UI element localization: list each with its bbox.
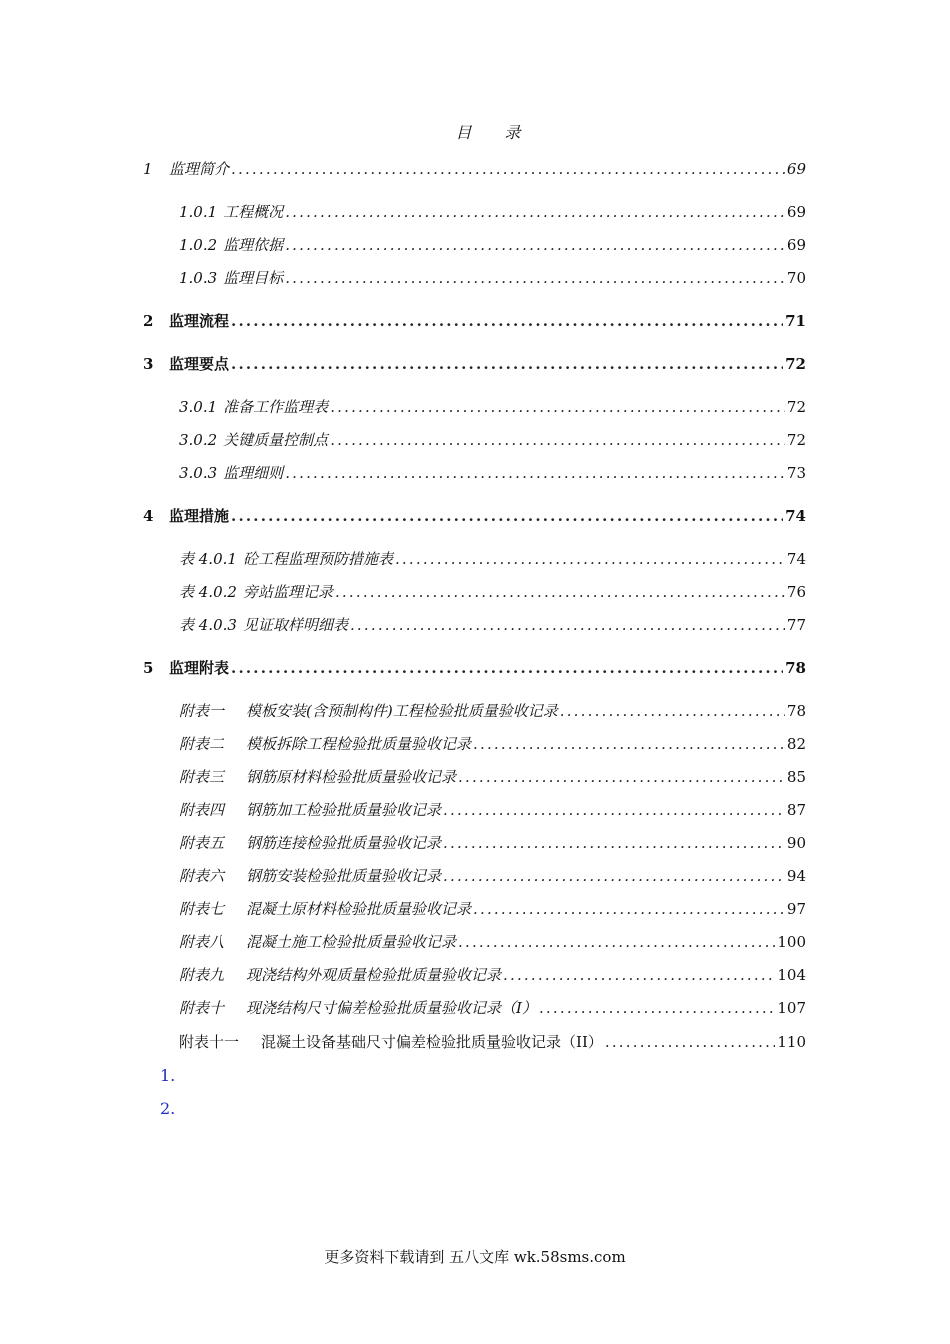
toc-entry-number: 3.0.1: [179, 398, 218, 416]
toc-entry-text: 砼工程监理预防措施表: [242, 550, 393, 568]
toc-entry-number: 附表八: [179, 933, 225, 951]
toc-entry-number: 表 4.0.1: [179, 550, 237, 568]
dot-leader: [458, 933, 775, 951]
toc-entry-4[interactable]: [143, 505, 806, 526]
toc-entry-text: 旁站监理记录: [242, 583, 333, 601]
toc-entry-page: 94: [786, 867, 806, 885]
toc-entry-number: 1.0.2: [179, 236, 218, 254]
toc-entry-page: 71: [785, 312, 806, 330]
toc-entry-table-4-0-2[interactable]: [179, 581, 806, 602]
toc-entry-page: 97: [786, 900, 806, 918]
dot-leader: [231, 659, 783, 677]
toc-entry-number: 表 4.0.3: [179, 616, 237, 634]
dot-leader: [539, 999, 775, 1017]
toc-entry-number: 附表二: [179, 735, 225, 753]
numbered-list-item-2: 2.: [160, 1099, 176, 1118]
toc-entry-3-0-1[interactable]: [179, 396, 806, 417]
toc-entry-text: 监理简介: [169, 160, 230, 178]
dot-leader: [231, 160, 785, 178]
dot-leader: [560, 702, 785, 720]
toc-entry-appendix-6[interactable]: [179, 865, 806, 886]
toc-entry-appendix-9[interactable]: [179, 964, 806, 985]
dot-leader: [285, 203, 785, 221]
toc-entry-number: 3.0.3: [179, 464, 218, 482]
toc-entry-page: 100: [777, 933, 806, 951]
toc-entry-1-0-3[interactable]: [179, 267, 806, 288]
toc-entry-text: 监理附表: [169, 659, 230, 677]
toc-entry-3[interactable]: [143, 353, 806, 374]
toc-entry-5[interactable]: [143, 657, 806, 678]
dot-leader: [443, 801, 785, 819]
toc-entry-text: 模板安装(含预制构件)工程检验批质量验收记录: [246, 702, 558, 720]
toc-entry-page: 73: [786, 464, 806, 482]
toc-entry-text: 监理细则: [223, 464, 284, 482]
toc-entry-2[interactable]: [143, 310, 806, 331]
toc-entry-number: 5: [143, 659, 154, 677]
toc-entry-page: 90: [786, 834, 806, 852]
dot-leader: [503, 966, 775, 984]
toc-entry-page: 107: [777, 999, 806, 1017]
toc-entry-page: 78: [785, 659, 806, 677]
toc-title: 目 录: [455, 123, 535, 142]
toc-entry-text: 现浇结构外观质量检验批质量验收记录: [246, 966, 502, 984]
toc-entry-page: 78: [786, 702, 806, 720]
dot-leader: [285, 269, 785, 287]
toc-entry-appendix-2[interactable]: [179, 733, 806, 754]
dot-leader: [231, 355, 783, 373]
toc-entry-number: 2: [143, 312, 154, 330]
toc-entry-text: 钢筋加工检验批质量验收记录: [246, 801, 442, 819]
toc-entry-number: 附表七: [179, 900, 225, 918]
toc-entry-appendix-7[interactable]: [179, 898, 806, 919]
toc-entry-number: 附表一: [179, 702, 225, 720]
toc-entry-page: 77: [786, 616, 806, 634]
toc-entry-appendix-10[interactable]: [179, 997, 806, 1018]
toc-entry-page: 69: [786, 160, 806, 178]
toc-entry-3-0-2[interactable]: [179, 429, 806, 450]
dot-leader: [395, 550, 785, 568]
numbered-list-item-1: 1.: [160, 1066, 176, 1085]
toc-entry-number: 3: [143, 355, 154, 373]
toc-entry-number: 4: [143, 507, 154, 525]
dot-leader: [443, 834, 785, 852]
toc-entry-appendix-4[interactable]: [179, 799, 806, 820]
toc-entry-1-0-1[interactable]: [179, 201, 806, 222]
toc-entry-table-4-0-1[interactable]: [179, 548, 806, 569]
toc-entry-text: 混凝土施工检验批质量验收记录: [246, 933, 457, 951]
toc-entry-page: 70: [786, 269, 806, 287]
toc-entry-number: 3.0.2: [179, 431, 218, 449]
dot-leader: [231, 312, 783, 330]
toc-entry-appendix-5[interactable]: [179, 832, 806, 853]
dot-leader: [285, 236, 785, 254]
toc-entry-text: 监理依据: [223, 236, 284, 254]
dot-leader: [285, 464, 785, 482]
toc-entry-text: 钢筋连接检验批质量验收记录: [246, 834, 442, 852]
dot-leader: [458, 768, 785, 786]
toc-entry-3-0-3[interactable]: [179, 462, 806, 483]
toc-entry-page: 74: [785, 507, 806, 525]
toc-entry-page: 87: [786, 801, 806, 819]
toc-entry-page: 110: [777, 1033, 806, 1051]
dot-leader: [330, 398, 785, 416]
toc-entry-1-0-2[interactable]: [179, 234, 806, 255]
toc-entry-page: 69: [786, 236, 806, 254]
toc-entry-number: 附表五: [179, 834, 225, 852]
toc-entry-number: 1.0.3: [179, 269, 218, 287]
toc-entry-text: 模板拆除工程检验批质量验收记录: [246, 735, 472, 753]
toc-entry-number: 附表四: [179, 801, 225, 819]
toc-entry-appendix-1[interactable]: [179, 700, 806, 721]
toc-entry-text: 监理要点: [169, 355, 230, 373]
dot-leader: [473, 735, 785, 753]
toc-entry-page: 72: [786, 398, 806, 416]
toc-entry-text: 监理流程: [169, 312, 230, 330]
dot-leader: [231, 507, 783, 525]
dot-leader: [350, 616, 785, 634]
toc-entry-number: 附表十一: [179, 1033, 240, 1051]
toc-entry-text: 现浇结构尺寸偏差检验批质量验收记录（I）: [246, 999, 537, 1017]
dot-leader: [443, 867, 785, 885]
toc-entry-text: 钢筋安装检验批质量验收记录: [246, 867, 442, 885]
toc-entry-text: 钢筋原材料检验批质量验收记录: [246, 768, 457, 786]
dot-leader: [330, 431, 785, 449]
toc-entry-text: 混凝土设备基础尺寸偏差检验批质量验收记录（II）: [261, 1033, 603, 1051]
footer-text: 更多资料下载请到 五八文库 wk.58sms.com: [324, 1248, 626, 1266]
toc-entry-number: 1: [143, 160, 153, 178]
toc-entry-text: 见证取样明细表: [242, 616, 348, 634]
toc-entry-text: 监理措施: [169, 507, 230, 525]
toc-entry-page: 74: [786, 550, 806, 568]
toc-entry-number: 表 4.0.2: [179, 583, 237, 601]
toc-entry-text: 工程概况: [223, 203, 284, 221]
dot-leader: [335, 583, 785, 601]
toc-entry-appendix-3[interactable]: [179, 766, 806, 787]
toc-entry-page: 72: [785, 355, 806, 373]
toc-entry-number: 附表三: [179, 768, 225, 786]
toc-entry-text: 关键质量控制点: [223, 431, 329, 449]
toc-entry-number: 附表九: [179, 966, 225, 984]
toc-entry-appendix-11[interactable]: [179, 1031, 806, 1052]
toc-entry-number: 附表十: [179, 999, 225, 1017]
toc-entry-appendix-8[interactable]: [179, 931, 806, 952]
dot-leader: [473, 900, 785, 918]
toc-entry-page: 104: [777, 966, 806, 984]
toc-entry-table-4-0-3[interactable]: [179, 614, 806, 635]
toc-entry-number: 1.0.1: [179, 203, 218, 221]
toc-entry-page: 69: [786, 203, 806, 221]
toc-entry-page: 85: [786, 768, 806, 786]
toc-entry-number: 附表六: [179, 867, 225, 885]
dot-leader: [605, 1033, 775, 1051]
toc-entry-page: 76: [786, 583, 806, 601]
toc-entry-text: 监理目标: [223, 269, 284, 287]
toc-entry-text: 混凝土原材料检验批质量验收记录: [246, 900, 472, 918]
toc-entry-page: 72: [786, 431, 806, 449]
toc-entry-1[interactable]: [143, 158, 806, 179]
toc-entry-text: 准备工作监理表: [223, 398, 329, 416]
toc-entry-page: 82: [786, 735, 806, 753]
